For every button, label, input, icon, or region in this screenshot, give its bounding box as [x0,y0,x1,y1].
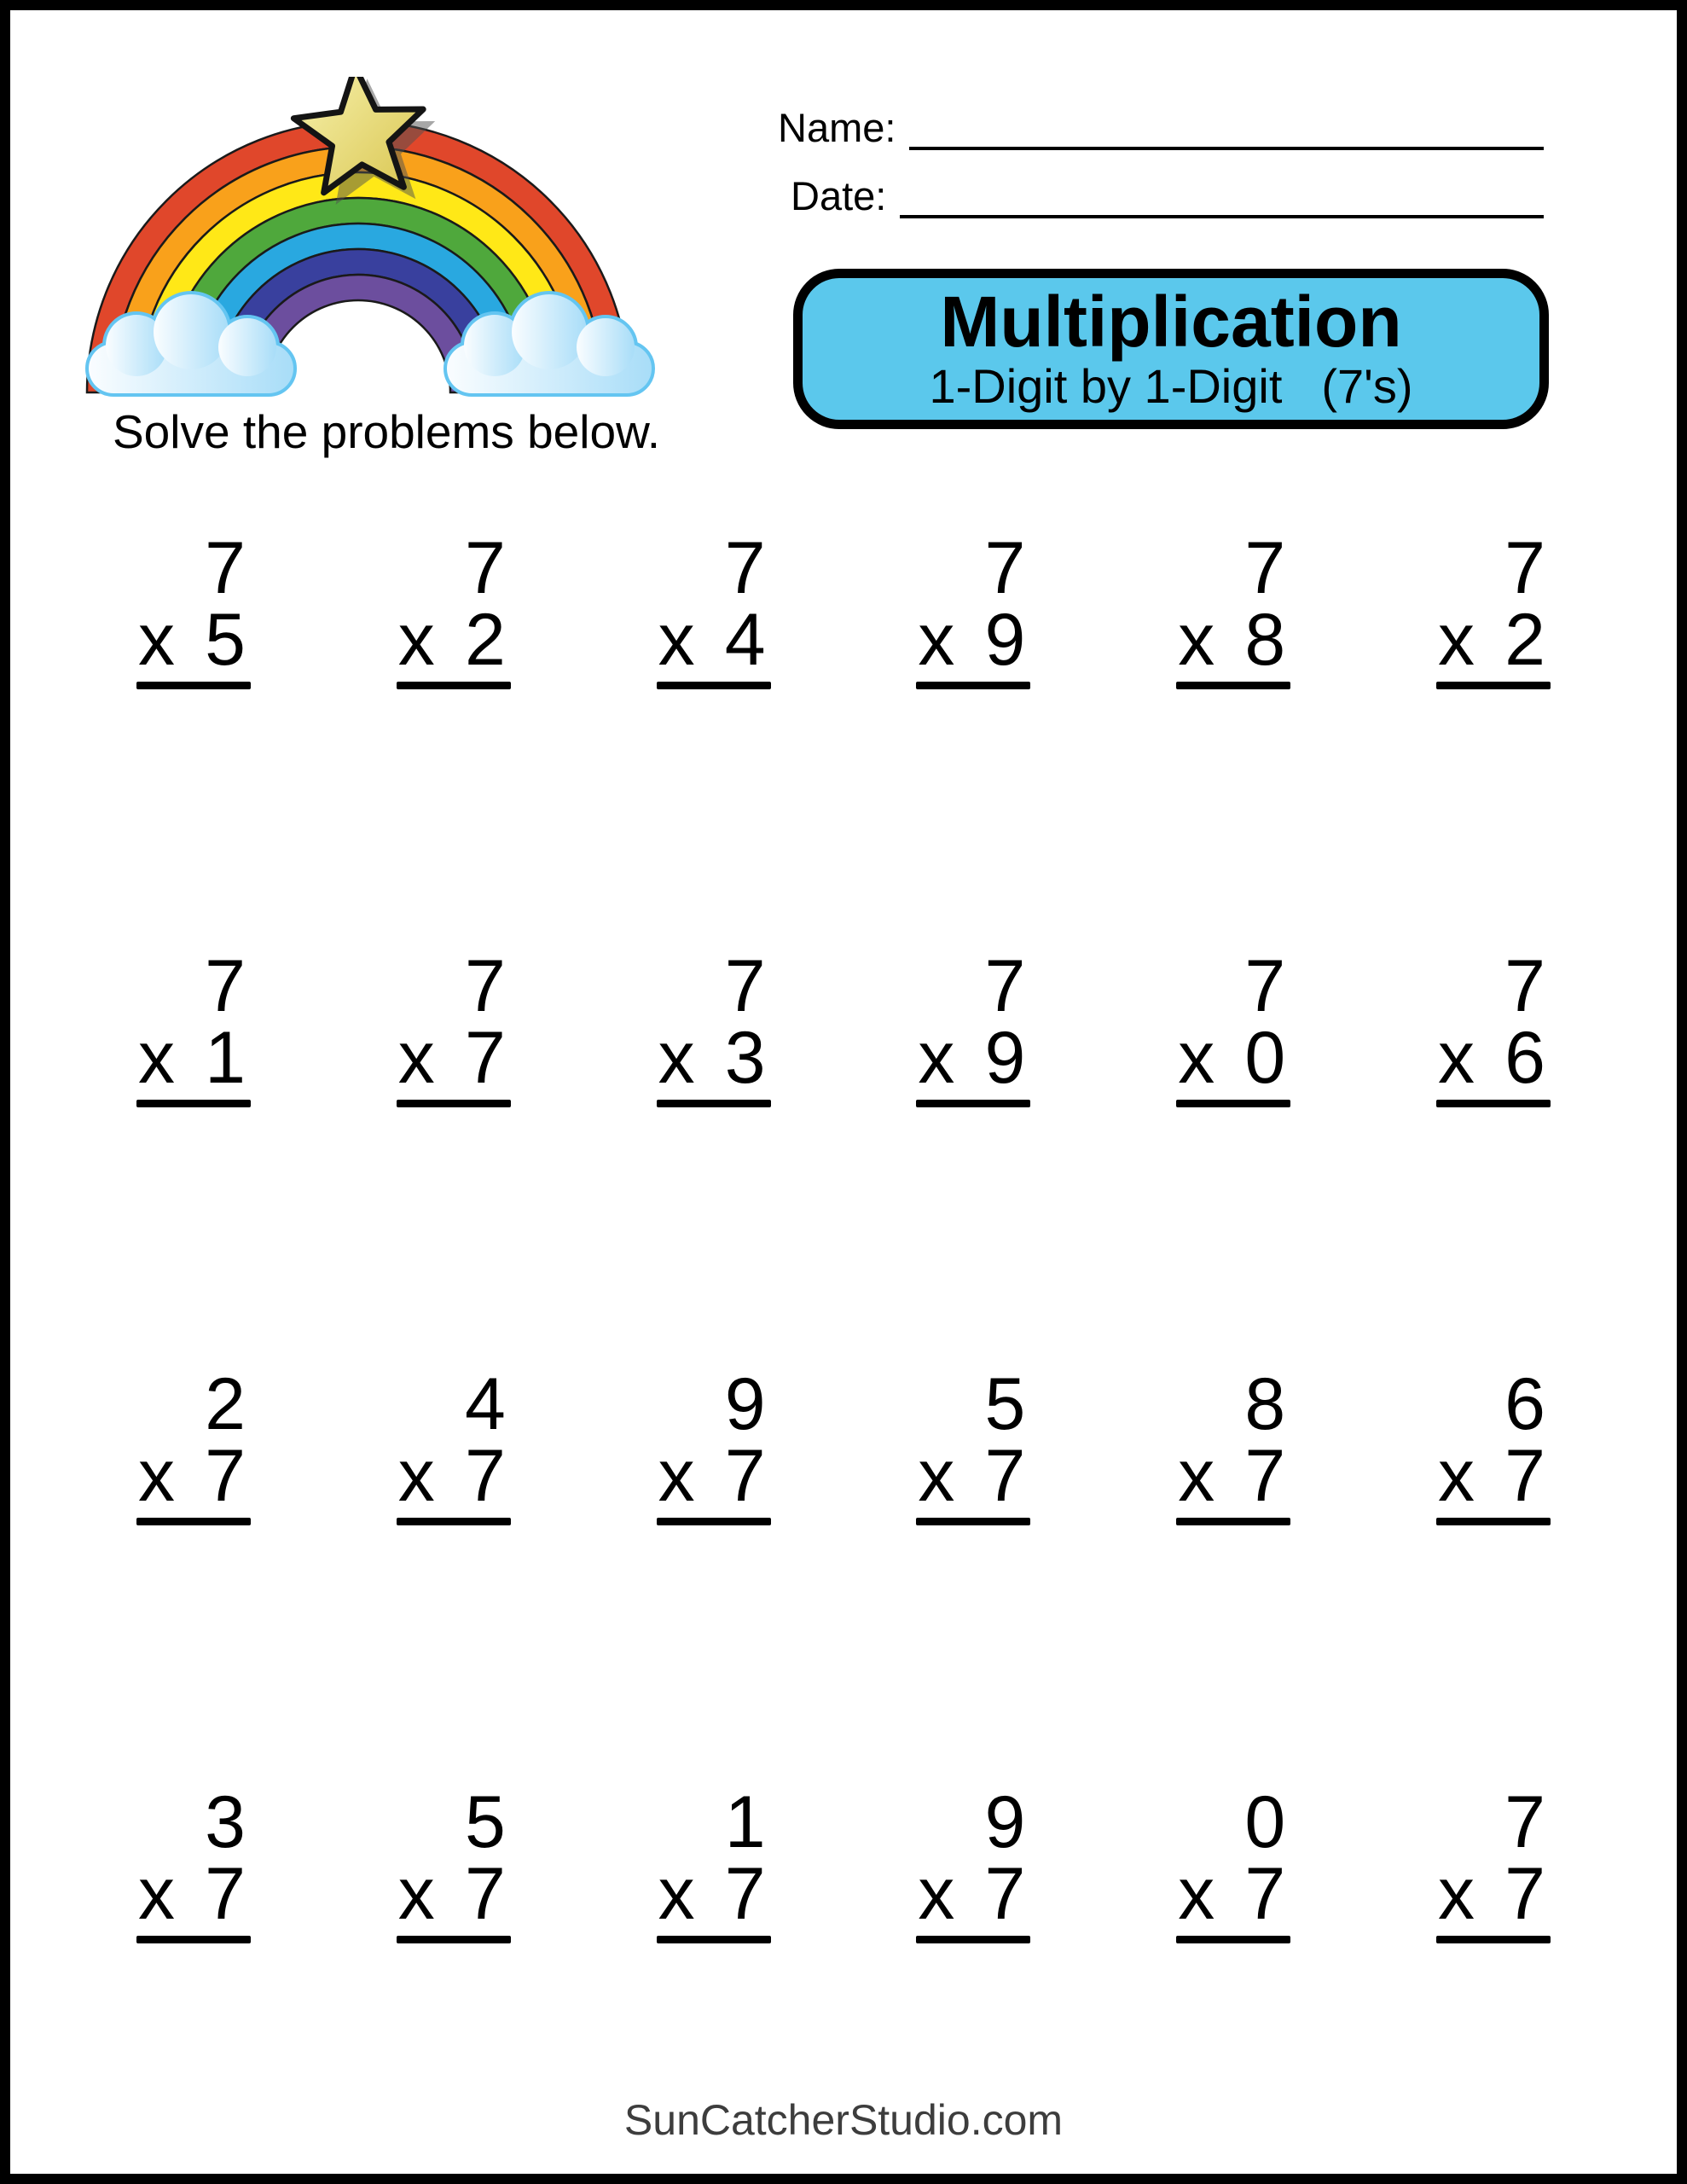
multiply-operator: x [1437,1435,1475,1517]
multiplier: 2 [1504,599,1545,681]
answer-line [916,682,1030,689]
multiplicand: 7 [1244,945,1286,1027]
multiplicand: 1 [724,1781,766,1863]
multiplicand: 5 [984,1363,1026,1445]
problem-cell [136,527,251,792]
multiply-operator: x [1437,1017,1475,1099]
multiply-operator: x [1178,1853,1215,1935]
multiplier: 3 [724,1017,766,1099]
multiplicand: 7 [205,527,246,609]
problem-bottom-line [657,1017,771,1099]
problem-bottom-line [916,1853,1030,1935]
multiplier: 7 [205,1853,246,1935]
multiplicand: 5 [464,1781,506,1863]
answer-line [657,1100,771,1107]
answer-line [136,1100,251,1107]
problem-bottom-line [1436,1853,1551,1935]
multiply-operator: x [658,1435,695,1517]
problem-bottom-line [1176,1017,1290,1099]
multiply-operator: x [397,1435,435,1517]
problem-cell [1176,945,1290,1210]
multiplier: 0 [1244,1017,1286,1099]
answer-space[interactable] [1436,1943,1551,2046]
multiplicand: 6 [1504,1363,1545,1445]
answer-space[interactable] [136,1943,251,2046]
worksheet-title: Multiplication [940,281,1402,362]
multiplier: 7 [205,1435,246,1517]
answer-space[interactable] [1176,1525,1290,1628]
problem-bottom-line [397,1853,511,1935]
problem-cell [1176,1363,1290,1628]
problem-bottom-line [657,1435,771,1517]
multiplicand: 4 [464,1363,506,1445]
problem-cell [1436,1781,1551,2046]
multiply-operator: x [918,599,955,681]
multiplicand: 7 [1244,527,1286,609]
problem-cell [916,1781,1030,2046]
answer-line [657,682,771,689]
multiplier: 6 [1504,1017,1545,1099]
multiplicand: 7 [205,945,246,1027]
multiplier: 7 [1244,1435,1286,1517]
problems-row-2 [136,945,1551,1210]
multiply-operator: x [918,1435,955,1517]
date-line[interactable] [900,169,1544,218]
multiplicand: 7 [464,945,506,1027]
answer-space[interactable] [916,1107,1030,1210]
answer-line [1436,1936,1551,1943]
answer-line [1436,1518,1551,1525]
multiplicand: 7 [724,527,766,609]
problems-row-3 [136,1363,1551,1628]
multiply-operator: x [658,599,695,681]
multiplier: 7 [464,1017,506,1099]
answer-space[interactable] [1436,1525,1551,1628]
problem-bottom-line [397,1017,511,1099]
answer-space[interactable] [136,689,251,792]
problem-cell [657,1363,771,1628]
answer-space[interactable] [397,689,511,792]
problem-cell [136,945,251,1210]
answer-line [136,1936,251,1943]
multiplicand: 9 [724,1363,766,1445]
answer-space[interactable] [1176,1107,1290,1210]
problem-bottom-line [136,1435,251,1517]
problem-cell [657,945,771,1210]
problem-bottom-line [1176,1435,1290,1517]
multiplier: 2 [464,599,506,681]
problem-bottom-line [1436,1435,1551,1517]
multiplicand: 7 [1504,945,1545,1027]
problem-bottom-line [136,1853,251,1935]
answer-line [397,1936,511,1943]
problem-bottom-line [657,1853,771,1935]
answer-line [397,1518,511,1525]
multiply-operator: x [1437,599,1475,681]
problem-cell [657,1781,771,2046]
multiply-operator: x [1178,599,1215,681]
answer-line [916,1518,1030,1525]
problem-bottom-line [397,1435,511,1517]
multiply-operator: x [138,599,175,681]
problem-cell [1436,945,1551,1210]
answer-line [1176,1100,1290,1107]
multiply-operator: x [658,1853,695,1935]
multiplier: 7 [1504,1435,1545,1517]
problem-bottom-line [136,599,251,681]
answer-space[interactable] [397,1525,511,1628]
answer-space[interactable] [657,1943,771,2046]
problems-row-1 [136,527,1551,792]
answer-space[interactable] [657,1107,771,1210]
multiplier: 1 [205,1017,246,1099]
multiply-operator: x [1178,1017,1215,1099]
problem-cell [916,1363,1030,1628]
multiply-operator: x [918,1017,955,1099]
problem-cell [1436,1363,1551,1628]
problems-row-4 [136,1781,1551,2046]
problem-bottom-line [397,599,511,681]
multiply-operator: x [138,1853,175,1935]
answer-space[interactable] [1176,689,1290,792]
answer-space[interactable] [657,689,771,792]
title-box [793,269,1549,429]
multiplier: 4 [724,599,766,681]
multiplicand: 3 [205,1781,246,1863]
answer-space[interactable] [1436,689,1551,792]
problem-cell [1176,527,1290,792]
answer-line [1176,682,1290,689]
worksheet-set-label: (7's) [1321,359,1413,414]
problem-bottom-line [916,1435,1030,1517]
answer-line [916,1100,1030,1107]
answer-line [397,1100,511,1107]
problem-cell [397,1363,511,1628]
multiplicand: 7 [464,527,506,609]
multiplicand: 7 [984,945,1026,1027]
instruction-text: Solve the problems below. [113,405,661,458]
problem-cell [397,945,511,1210]
multiplicand: 0 [1244,1781,1286,1863]
multiply-operator: x [1437,1853,1475,1935]
problem-bottom-line [136,1017,251,1099]
multiply-operator: x [658,1017,695,1099]
date-label: Date: [791,173,887,219]
answer-line [657,1518,771,1525]
multiply-operator: x [397,1017,435,1099]
name-line[interactable] [909,101,1544,150]
answer-line [657,1936,771,1943]
multiply-operator: x [397,599,435,681]
multiplier: 7 [464,1853,506,1935]
problem-bottom-line [657,599,771,681]
answer-space[interactable] [916,689,1030,792]
multiplicand: 2 [205,1363,246,1445]
multiplier: 9 [984,1017,1026,1099]
date-field-row [791,169,1544,218]
problem-cell [136,1363,251,1628]
answer-space[interactable] [916,1943,1030,2046]
answer-line [136,1518,251,1525]
problem-bottom-line [1176,599,1290,681]
worksheet-subtitle: 1-Digit by 1-Digit [929,359,1283,414]
multiplier: 9 [984,599,1026,681]
problem-cell [397,1781,511,2046]
problem-cell [1176,1781,1290,2046]
answer-space[interactable] [657,1525,771,1628]
answer-space[interactable] [916,1525,1030,1628]
multiply-operator: x [138,1017,175,1099]
answer-space[interactable] [136,1525,251,1628]
answer-space[interactable] [397,1943,511,2046]
answer-line [1436,682,1551,689]
multiply-operator: x [397,1853,435,1935]
answer-space[interactable] [1436,1107,1551,1210]
answer-line [916,1936,1030,1943]
multiplier: 7 [1244,1853,1286,1935]
problem-cell [397,527,511,792]
multiplicand: 7 [984,527,1026,609]
answer-line [397,682,511,689]
multiplicand: 9 [984,1781,1026,1863]
answer-line [1436,1100,1551,1107]
multiply-operator: x [138,1435,175,1517]
problem-cell [1436,527,1551,792]
multiplier: 7 [464,1435,506,1517]
footer-credit: SunCatcherStudio.com [623,2096,1064,2144]
multiply-operator: x [1178,1435,1215,1517]
problem-bottom-line [1436,599,1551,681]
answer-space[interactable] [136,1107,251,1210]
multiplier: 7 [984,1853,1026,1935]
multiplier: 7 [724,1853,766,1935]
multiplier: 7 [984,1435,1026,1517]
problem-cell [657,527,771,792]
problem-bottom-line [1176,1853,1290,1935]
problem-bottom-line [916,1017,1030,1099]
problem-bottom-line [916,599,1030,681]
multiplier: 5 [205,599,246,681]
problem-cell [136,1781,251,2046]
answer-space[interactable] [397,1107,511,1210]
worksheet-subtitle-row [929,359,1413,414]
name-field-row [778,101,1544,150]
multiplier: 8 [1244,599,1286,681]
problem-bottom-line [1436,1017,1551,1099]
answer-line [1176,1518,1290,1525]
multiplier: 7 [1504,1853,1545,1935]
rainbow-icon [53,77,658,418]
problem-cell [916,945,1030,1210]
multiply-operator: x [918,1853,955,1935]
multiplicand: 7 [1504,1781,1545,1863]
rainbow-graphic [53,77,658,418]
multiplicand: 8 [1244,1363,1286,1445]
multiplicand: 7 [724,945,766,1027]
multiplier: 7 [724,1435,766,1517]
multiplicand: 7 [1504,527,1545,609]
problem-cell [916,527,1030,792]
answer-line [136,682,251,689]
answer-line [1176,1936,1290,1943]
name-label: Name: [778,105,896,151]
answer-space[interactable] [1176,1943,1290,2046]
